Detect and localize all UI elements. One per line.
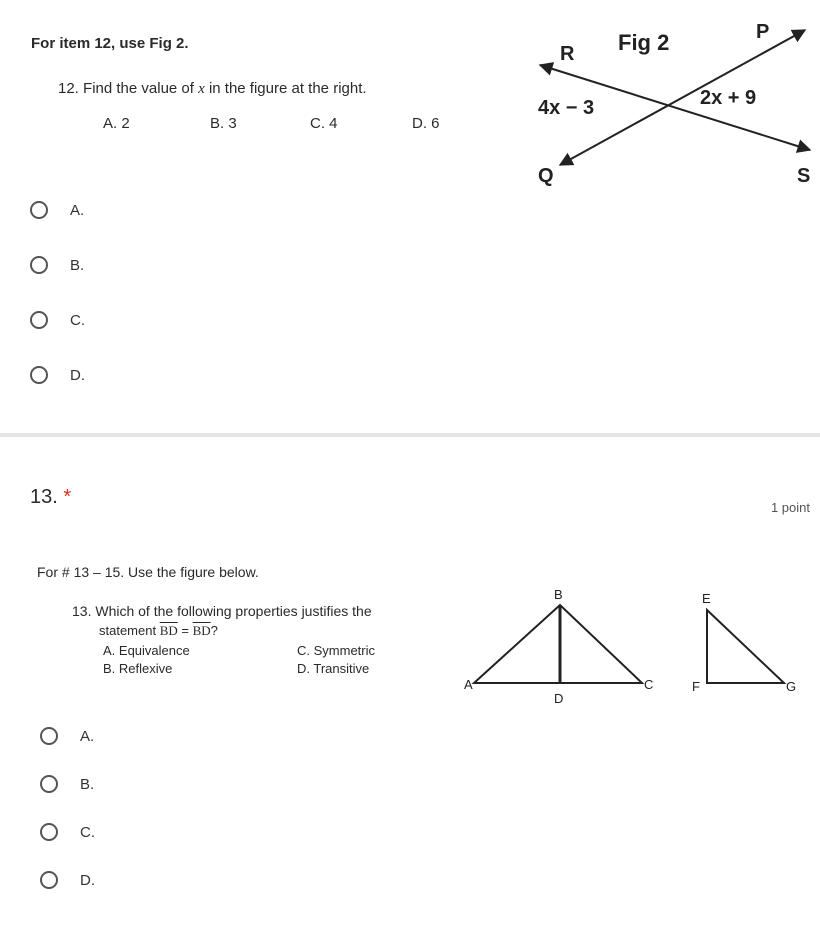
q13-option-c-label: C.	[80, 823, 95, 841]
q12-option-a-label: A.	[70, 201, 85, 219]
vertex-e-label: E	[702, 591, 711, 606]
line-qp	[560, 30, 805, 165]
fig2-title: Fig 2	[618, 30, 670, 55]
q12-choice-a: A. 2	[103, 115, 130, 132]
q13-number: 13.	[30, 486, 58, 508]
radio-icon[interactable]	[40, 727, 58, 745]
q12-option-b-label: B.	[70, 256, 85, 274]
q13-choice-c: C. Symmetric	[297, 643, 375, 658]
q12-prompt-number: 12.	[58, 80, 79, 97]
triangles-diagram	[462, 585, 812, 710]
radio-icon[interactable]	[30, 256, 48, 274]
point-q-label: Q	[538, 165, 554, 187]
q12-choice-b: B. 3	[210, 115, 237, 132]
q12-prompt-post: in the figure at the right.	[204, 80, 367, 97]
q12-choice-d: D. 6	[412, 115, 440, 132]
vertex-a-label: A	[464, 677, 473, 692]
q13-option-a[interactable]	[40, 727, 94, 745]
radio-icon[interactable]	[30, 311, 48, 329]
q12-option-b[interactable]	[30, 256, 84, 274]
radio-icon[interactable]	[40, 823, 58, 841]
equals-sign: =	[177, 623, 193, 638]
section-divider	[0, 433, 820, 437]
vertex-f-label: F	[692, 679, 700, 694]
q13-choice-a: A. Equivalence	[103, 643, 190, 658]
q13-option-d[interactable]	[40, 871, 95, 889]
angle-right-label: 2x + 9	[700, 87, 757, 109]
vertex-c-label: C	[644, 677, 654, 692]
q12-option-d[interactable]	[30, 366, 85, 384]
triangle-abc	[474, 605, 642, 683]
q13-option-d-label: D.	[80, 871, 95, 889]
q13-header	[30, 486, 71, 509]
point-r-label: R	[560, 43, 575, 65]
q13-prompt-text: Which of the following properties justifies the	[95, 603, 372, 619]
q13-choice-d: D. Transitive	[297, 661, 370, 676]
q12-prompt-var: x	[198, 81, 205, 97]
q13-option-a-label: A.	[80, 727, 95, 745]
point-p-label: P	[756, 21, 770, 43]
q13-prompt-line1	[72, 603, 372, 619]
q13-statement	[99, 623, 218, 639]
triangle-efg	[707, 610, 784, 683]
q12-option-d-label: D.	[70, 366, 85, 384]
segment-bd-left: $\overline{BD}$	[159, 623, 178, 638]
q12-option-c[interactable]	[30, 311, 85, 329]
q13-for-text: For # 13 – 15. Use the figure below.	[37, 564, 259, 580]
q13-points: 1 point	[770, 500, 810, 515]
radio-icon[interactable]	[40, 775, 58, 793]
q13-choice-b: B. Reflexive	[103, 661, 173, 676]
q12-intro: For item 12, use Fig 2.	[31, 35, 189, 52]
radio-icon[interactable]	[30, 366, 48, 384]
angle-left-label: 4x − 3	[538, 97, 595, 119]
required-marker: *	[63, 486, 72, 508]
q13-option-c[interactable]	[40, 823, 95, 841]
vertex-d-label: D	[554, 691, 564, 706]
segment-bd-right: $\overline{BD}$	[192, 623, 211, 638]
q12-option-a[interactable]	[30, 201, 84, 219]
q12-prompt	[58, 80, 367, 98]
radio-icon[interactable]	[40, 871, 58, 889]
radio-icon[interactable]	[30, 201, 48, 219]
q12-choice-c: C. 4	[310, 115, 338, 132]
vertex-b-label: B	[554, 587, 563, 602]
q13-statement-pre: statement	[99, 623, 160, 638]
vertex-g-label: G	[786, 679, 797, 694]
q13-prompt-number: 13.	[72, 603, 92, 619]
q12-prompt-pre: Find the value of	[83, 80, 199, 97]
fig2-diagram	[520, 10, 820, 195]
q13-option-b[interactable]	[40, 775, 94, 793]
point-s-label: S	[797, 165, 811, 187]
q12-option-c-label: C.	[70, 311, 85, 329]
q13-option-b-label: B.	[80, 775, 95, 793]
q13-statement-post: ?	[210, 623, 218, 638]
